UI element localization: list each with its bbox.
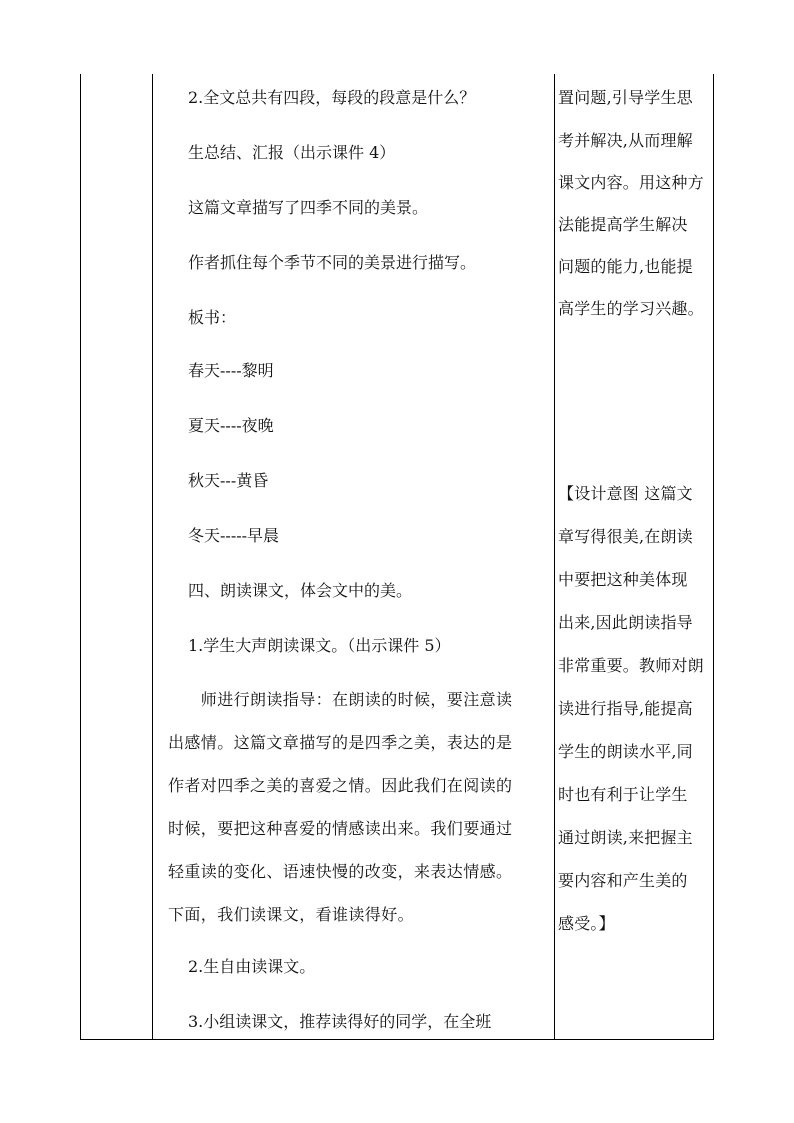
note-line: 感受。】 <box>558 914 615 933</box>
note-line: 考并解决,从而理解 <box>558 131 693 150</box>
note-line: 课文内容。用这种方 <box>558 173 704 192</box>
note-line: 【设计意图 这篇文 <box>558 484 693 503</box>
guidance-paragraph-line: 轻重读的变化、语速快慢的改变，来表达情感。 <box>168 862 513 881</box>
step-line: 2.生自由读课文。 <box>188 957 316 976</box>
note-line: 问题的能力,也能提 <box>558 257 693 276</box>
note-line: 时也有利于让学生 <box>558 785 688 804</box>
guidance-paragraph-line: 师进行朗读指导：在朗读的时候，要注意读 <box>168 690 513 709</box>
board-heading: 板书： <box>188 308 237 327</box>
content-line: 这篇文章描写了四季不同的美景。 <box>188 198 429 217</box>
note-line: 置问题,引导学生思 <box>558 88 693 107</box>
note-line: 要内容和产生美的 <box>558 871 688 890</box>
note-line: 读进行指导,能提高 <box>558 699 693 718</box>
design-intent-column <box>554 74 714 1040</box>
note-line: 章写得很美,在朗读 <box>558 527 693 546</box>
note-line: 中要把这种美体现 <box>558 570 688 589</box>
section-heading: 四、朗读课文，体会文中的美。 <box>188 581 413 600</box>
summary-line: 生总结、汇报（出示课件 4） <box>188 143 396 162</box>
note-line: 法能提高学生解决 <box>558 215 688 234</box>
board-item-autumn: 秋天---黄昏 <box>188 471 269 490</box>
board-item-spring: 春天----黎明 <box>188 361 274 380</box>
question-line: 2.全文总共有四段，每段的段意是什么？ <box>188 88 476 107</box>
board-item-winter: 冬天-----早晨 <box>188 526 280 545</box>
guidance-paragraph-line: 时候，要把这种喜爱的情感读出来。我们要通过 <box>168 819 513 838</box>
note-line: 高学生的学习兴趣。 <box>558 299 704 318</box>
step-line: 3.小组读课文，推荐读得好的同学，在全班 <box>188 1012 492 1031</box>
board-item-summer: 夏天----夜晚 <box>188 416 274 435</box>
table-border-left <box>80 74 81 1040</box>
lesson-table <box>80 74 714 1040</box>
note-line: 通过朗读,来把握主 <box>558 828 693 847</box>
content-line: 作者抓住每个季节不同的美景进行描写。 <box>188 253 477 272</box>
note-line: 非常重要。教师对朗 <box>558 656 704 675</box>
step-line: 1.学生大声朗读课文。（出示课件 5） <box>188 636 451 655</box>
note-line: 出来,因此朗读指导 <box>558 613 693 632</box>
guidance-paragraph-line: 下面，我们读课文，看谁读得好。 <box>168 905 415 924</box>
guidance-paragraph-line: 出感情。这篇文章描写的是四季之美，表达的是 <box>168 733 513 752</box>
note-line: 学生的朗读水平,同 <box>558 742 693 761</box>
guidance-paragraph-line: 作者对四季之美的喜爱之情。因此我们在阅读的 <box>168 776 513 795</box>
